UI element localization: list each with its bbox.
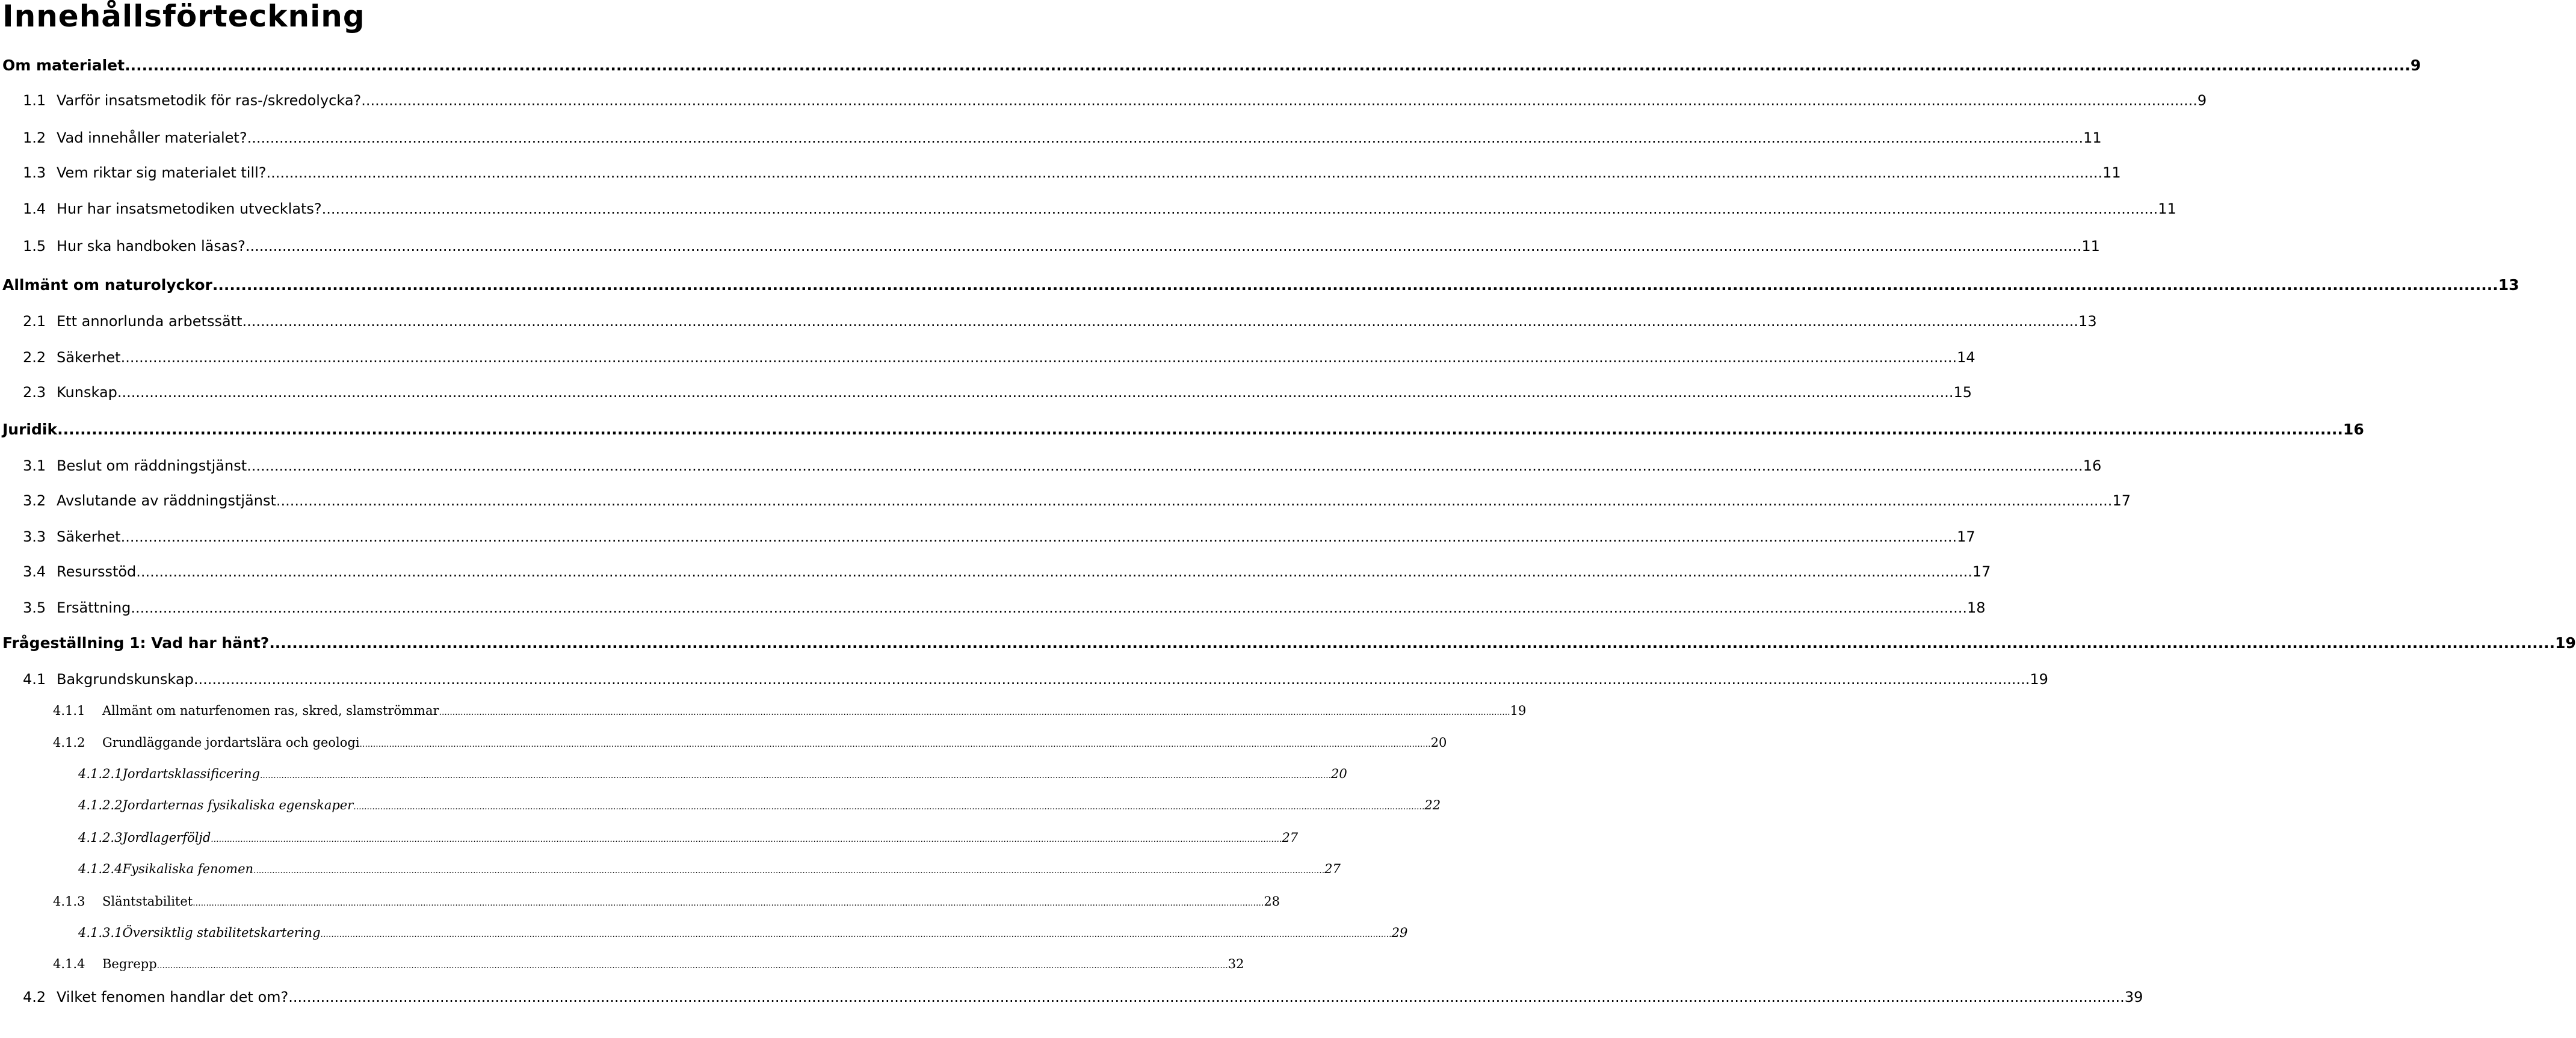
toc-entry-page: 19: [2030, 671, 2048, 688]
dot-leader: ................................................................................................................................................................................................................................................................................................................................................................................................................: [120, 528, 1957, 545]
toc-entry-page: 19: [2555, 634, 2576, 652]
toc-entry-number: 4.1.2.2: [78, 798, 123, 812]
dot-leader: ................................................................................................................................................................................................................................................................................................................................................................................................................: [359, 740, 1431, 749]
toc-entry-page: 18: [1966, 599, 1986, 616]
toc-entry-label: Beslut om räddningstjänst: [57, 457, 247, 474]
dot-leader: ................................................................................................................................................................................................................................................................................................................................................................................................................: [120, 349, 1957, 366]
toc-entry-title: [78, 764, 260, 783]
toc-entry[interactable]: [0, 199, 2176, 219]
toc-entry-label: Avslutande av räddningstjänst: [57, 492, 276, 509]
toc-entry-title: [23, 598, 131, 618]
dot-leader: ................................................................................................................................................................................................................................................................................................................................................................................................................: [131, 599, 1967, 616]
toc-entry-label: Säkerhet: [57, 528, 121, 545]
toc-entry-page: 29: [1391, 925, 1408, 940]
toc-entry-title: [78, 795, 353, 815]
dot-leader: ................................................................................................................................................................................................................................................................................................................................................................................................................: [57, 421, 2343, 438]
toc-entry-number: 2.2: [23, 349, 46, 366]
toc-entry-label: Översiktlig stabilitetskartering: [122, 925, 321, 940]
toc-entry-page: 27: [1282, 830, 1299, 845]
toc-entry-number: 4.1.2.3: [78, 830, 123, 845]
dot-leader: ................................................................................................................................................................................................................................................................................................................................................................................................................: [193, 898, 1264, 908]
toc-entry[interactable]: [0, 55, 2421, 76]
toc-entry[interactable]: [0, 382, 1972, 403]
toc-entry-number: 4.1.2: [53, 735, 85, 750]
toc-entry-page: 14: [1957, 349, 1975, 366]
dot-leader: ................................................................................................................................................................................................................................................................................................................................................................................................................: [361, 92, 2198, 109]
toc-entry-number: 4.1.4: [53, 957, 85, 971]
toc-entry-page: 11: [2081, 238, 2100, 255]
toc-entry-label: Allmänt om naturfenomen ras, skred, slamströmmar: [102, 703, 439, 718]
toc-entry[interactable]: [0, 490, 2131, 511]
toc-entry-page: 16: [2083, 457, 2102, 474]
toc-entry-page: 28: [1264, 894, 1280, 909]
toc-entry-title: [23, 347, 121, 368]
toc-entry-number: 3.3: [23, 528, 46, 545]
toc-entry[interactable]: [0, 669, 2048, 690]
dot-leader: ................................................................................................................................................................................................................................................................................................................................................................................................................: [259, 771, 1332, 780]
toc-entry-page: 15: [1953, 384, 1972, 401]
dot-leader: ................................................................................................................................................................................................................................................................................................................................................................................................................: [211, 835, 1282, 844]
toc-entry-label: Juridik: [2, 421, 58, 438]
toc-entry-label: Jordlagerföljd: [122, 830, 211, 845]
toc-entry-label: Jordarternas fysikaliska egenskaper: [122, 798, 354, 812]
toc-entry[interactable]: [0, 923, 1408, 944]
toc-entry[interactable]: [0, 162, 2121, 183]
toc-entry-page: 9: [2410, 57, 2421, 74]
toc-entry-page: 17: [1957, 528, 1975, 545]
toc-entry-number: 4.2: [23, 989, 46, 1006]
toc-entry-number: 1.4: [23, 200, 46, 217]
toc-entry-number: 3.1: [23, 457, 46, 474]
toc-entry-label: Vilket fenomen handlar det om?: [57, 989, 289, 1006]
dot-leader: ................................................................................................................................................................................................................................................................................................................................................................................................................: [269, 634, 2556, 652]
toc-entry[interactable]: [0, 987, 2143, 1007]
dot-leader: ................................................................................................................................................................................................................................................................................................................................................................................................................: [266, 164, 2103, 181]
toc-entry-page: 13: [2498, 276, 2519, 294]
toc-entry-label: Släntstabilitet: [102, 894, 193, 909]
toc-entry-page: 20: [1331, 767, 1347, 781]
toc-entry-label: Kunskap: [57, 384, 117, 401]
toc-entry-title: [2, 419, 57, 440]
toc-entry-label: Ett annorlunda arbetssätt: [57, 313, 242, 330]
toc-entry[interactable]: [0, 561, 1991, 582]
toc-entry-label: Allmänt om naturolyckor: [2, 276, 212, 294]
toc-entry-label: Jordartsklassificering: [122, 767, 260, 781]
toc-entry[interactable]: [0, 764, 1347, 785]
toc-entry[interactable]: [0, 347, 1975, 368]
toc-entry-title: [53, 954, 157, 974]
toc-entry-title: [53, 733, 360, 752]
toc-entry-title: [23, 669, 194, 690]
toc-entry-title: [78, 828, 211, 847]
toc-entry[interactable]: [0, 275, 2519, 295]
toc-entry-title: [2, 633, 269, 653]
toc-entry[interactable]: [0, 892, 1280, 913]
toc-entry[interactable]: [0, 733, 1447, 754]
toc-entry-number: 1.5: [23, 238, 46, 255]
dot-leader: ................................................................................................................................................................................................................................................................................................................................................................................................................: [439, 708, 1510, 717]
toc-entry-label: Resursstöd: [57, 563, 137, 580]
toc-entry-title: [23, 987, 288, 1007]
toc-entry-label: Vad innehåller materialet?: [57, 129, 247, 146]
toc-entry-label: Begrepp: [102, 957, 157, 971]
toc-entry-number: 2.1: [23, 313, 46, 330]
toc-entry-page: 9: [2197, 92, 2207, 109]
toc-entry-title: [23, 199, 322, 219]
toc-entry-number: 3.2: [23, 492, 46, 509]
page-title: Innehållsförteckning: [2, 0, 365, 34]
toc-entry[interactable]: [0, 795, 1441, 817]
toc-entry-number: 3.4: [23, 563, 46, 580]
toc-entry-page: 17: [2112, 492, 2131, 509]
toc-entry-number: 2.3: [23, 384, 46, 401]
dot-leader: ................................................................................................................................................................................................................................................................................................................................................................................................................: [117, 384, 1954, 401]
toc-entry[interactable]: [0, 859, 1341, 880]
dot-leader: ................................................................................................................................................................................................................................................................................................................................................................................................................: [193, 671, 2030, 688]
toc-entry[interactable]: [0, 954, 1244, 975]
toc-entry-title: [23, 128, 247, 148]
toc-entry-title: [23, 490, 276, 511]
dot-leader: ................................................................................................................................................................................................................................................................................................................................................................................................................: [242, 313, 2079, 330]
toc-entry[interactable]: [0, 701, 1527, 722]
toc-entry-number: 4.1.2.4: [78, 862, 123, 876]
toc-entry-page: 11: [2102, 164, 2121, 181]
dot-leader: ................................................................................................................................................................................................................................................................................................................................................................................................................: [156, 961, 1228, 971]
dot-leader: ................................................................................................................................................................................................................................................................................................................................................................................................................: [288, 989, 2125, 1006]
dot-leader: ................................................................................................................................................................................................................................................................................................................................................................................................................: [320, 930, 1392, 939]
toc-entry-page: 19: [1510, 703, 1527, 718]
dot-leader: ................................................................................................................................................................................................................................................................................................................................................................................................................: [212, 276, 2498, 294]
toc-entry-number: 4.1.1: [53, 703, 85, 718]
toc-entry-number: 1.3: [23, 164, 46, 181]
dot-leader: ................................................................................................................................................................................................................................................................................................................................................................................................................: [247, 457, 2083, 474]
toc-entry-title: [78, 859, 253, 879]
toc-entry[interactable]: [0, 128, 2102, 148]
toc-entry-page: 32: [1228, 957, 1244, 971]
toc-entry[interactable]: [0, 828, 1299, 849]
toc-entry-label: Varför insatsmetodik för ras-/skredolycka?: [57, 92, 362, 109]
toc-entry-title: [23, 236, 246, 256]
toc-entry-title: [53, 701, 439, 720]
toc-entry-label: Säkerhet: [57, 349, 121, 366]
toc-entry[interactable]: [0, 90, 2207, 111]
dot-leader: ................................................................................................................................................................................................................................................................................................................................................................................................................: [321, 200, 2158, 217]
toc-entry-title: [78, 923, 321, 942]
dot-leader: ................................................................................................................................................................................................................................................................................................................................................................................................................: [125, 57, 2411, 74]
toc-entry-label: Ersättning: [57, 599, 131, 616]
toc-entry-label: Grundläggande jordartslära och geologi: [102, 735, 360, 750]
toc-entry-title: [23, 561, 136, 582]
toc-entry-number: 4.1.3: [53, 894, 85, 909]
toc-entry-page: 27: [1324, 862, 1341, 876]
toc-entry[interactable]: [0, 527, 1975, 547]
toc-entry[interactable]: [0, 311, 2097, 332]
toc-entry-number: 3.5: [23, 599, 46, 616]
toc-entry[interactable]: [0, 633, 2576, 653]
toc-entry[interactable]: [0, 598, 1986, 618]
toc-entry-number: 4.1: [23, 671, 46, 688]
dot-leader: ................................................................................................................................................................................................................................................................................................................................................................................................................: [276, 492, 2113, 509]
toc-entry[interactable]: [0, 236, 2100, 256]
toc-entry-title: [23, 311, 242, 332]
toc-entry-title: [2, 275, 212, 295]
toc-entry-label: Hur har insatsmetodiken utvecklats?: [57, 200, 322, 217]
toc-entry-title: [23, 162, 267, 183]
dot-leader: ................................................................................................................................................................................................................................................................................................................................................................................................................: [247, 129, 2084, 146]
dot-leader: ................................................................................................................................................................................................................................................................................................................................................................................................................: [253, 866, 1325, 876]
toc-entry-title: [23, 456, 247, 476]
toc-entry-page: 16: [2343, 421, 2364, 438]
toc-entry-page: 39: [2124, 989, 2143, 1006]
toc-entry-title: [53, 892, 193, 911]
toc-entry-title: [23, 527, 121, 547]
toc-entry-title: [23, 90, 361, 111]
toc-entry[interactable]: [0, 419, 2364, 440]
toc-entry-label: Frågeställning 1: Vad har hänt?: [2, 634, 270, 652]
toc-entry-label: Bakgrundskunskap: [57, 671, 194, 688]
toc-entry-page: 13: [2078, 313, 2097, 330]
toc-entry-page: 22: [1424, 798, 1441, 812]
toc-entry-page: 20: [1430, 735, 1447, 750]
toc-entry-number: 1.1: [23, 92, 46, 109]
toc-entry-label: Hur ska handboken läsas?: [57, 238, 246, 255]
toc-entry-number: 4.1.2.1: [78, 767, 123, 781]
toc-entry-number: 4.1.3.1: [78, 925, 123, 940]
toc-entry-number: 1.2: [23, 129, 46, 146]
toc-entry-title: [2, 55, 125, 76]
toc-entry-label: Om materialet: [2, 57, 125, 74]
dot-leader: ................................................................................................................................................................................................................................................................................................................................................................................................................: [136, 563, 1972, 580]
dot-leader: ................................................................................................................................................................................................................................................................................................................................................................................................................: [245, 238, 2082, 255]
toc-entry-title: [23, 382, 117, 403]
toc-entry[interactable]: [0, 456, 2102, 476]
toc-entry-page: 11: [2158, 200, 2176, 217]
toc-entry-page: 11: [2083, 129, 2102, 146]
toc-entry-label: Vem riktar sig materialet till?: [57, 164, 267, 181]
dot-leader: ................................................................................................................................................................................................................................................................................................................................................................................................................: [353, 802, 1425, 812]
toc-entry-label: Fysikaliska fenomen: [122, 862, 254, 876]
toc-entry-page: 17: [1972, 563, 1991, 580]
